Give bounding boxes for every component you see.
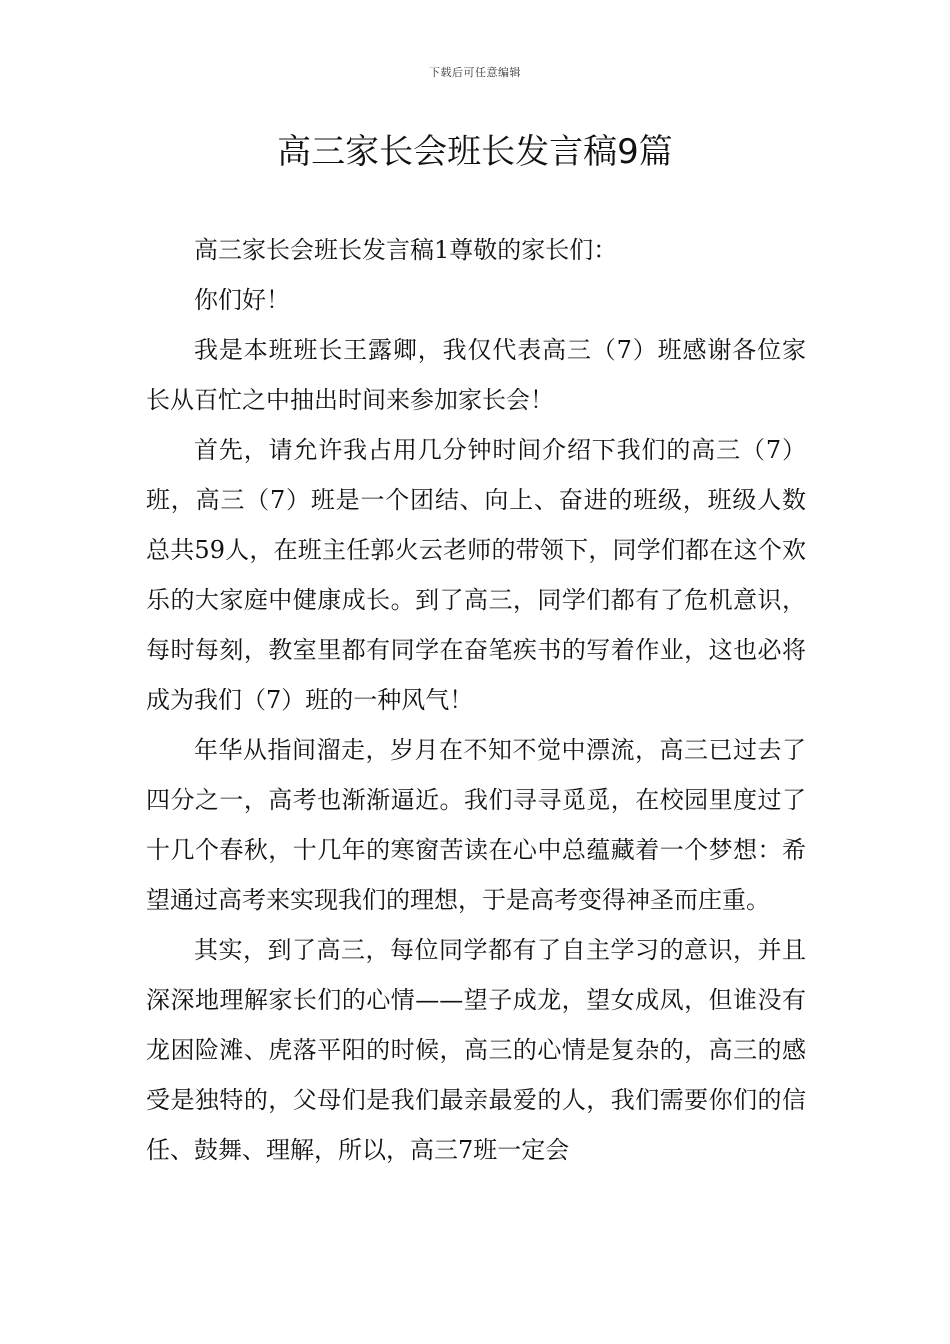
document-body (146, 225, 806, 1175)
paragraph: 其实，到了高三，每位同学都有了自主学习的意识，并且深深地理解家长们的心情——望子成龙，望女成凤，但谁没有龙困险滩、虎落平阳的时候，高三的心情是复杂的，高三的感受是独特的，父母们是我们最亲最爱的人，我们需要你们的信任、鼓舞、理解，所以，高三7班一定会 (146, 936, 806, 1164)
paragraph: 首先，请允许我占用几分钟时间介绍下我们的高三（7）班，高三（7）班是一个团结、向上、奋进的班级，班级人数总共59人，在班主任郭火云老师的带领下，同学们都在这个欢乐的大家庭中健康成长。到了高三，同学们都有了危机意识，每时每刻，教室里都有同学在奋笔疾书的写着作业，这也必将成为我们（7）班的一种风气！ (146, 436, 806, 714)
paragraph: 你们好！ (194, 286, 290, 314)
paragraph: 我是本班班长王露卿，我仅代表高三（7）班感谢各位家长从百忙之中抽出时间来参加家长会！ (146, 336, 806, 414)
paragraph: 高三家长会班长发言稿1尊敬的家长们： (194, 236, 618, 264)
header-note: 下载后可任意编辑 (429, 66, 521, 79)
document-title: 高三家长会班长发言稿9篇 (277, 132, 673, 172)
paragraph: 年华从指间溜走，岁月在不知不觉中漂流，高三已过去了四分之一，高考也渐渐逼近。我们寻寻觅觅，在校园里度过了十几个春秋，十几年的寒窗苦读在心中总蕴藏着一个梦想：希望通过高考来实现我们的理想，于是高考变得神圣而庄重。 (146, 736, 806, 914)
